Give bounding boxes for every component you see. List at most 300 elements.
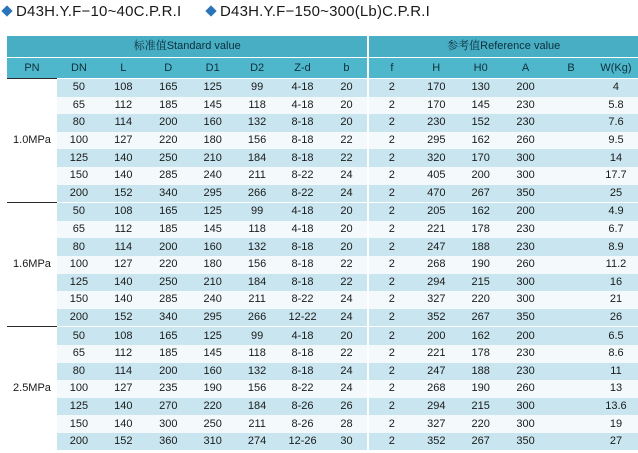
cell-h: 470 [414,185,458,203]
cell-f: 2 [368,238,414,256]
cell-d2: 211 [235,167,280,185]
cell-b: 24 [326,363,369,381]
table-row [7,309,638,327]
col-header-l: L [101,58,146,79]
cell-b: 22 [326,149,369,167]
cell-f: 2 [368,149,414,167]
cell-d2: 132 [235,363,280,381]
cell-h: 295 [414,132,458,150]
cell-b-ref [548,221,594,239]
cell-b-ref [548,327,594,345]
cell-a: 300 [503,274,548,292]
cell-dn: 150 [57,167,101,185]
cell-d2: 184 [235,398,280,416]
table-row [7,433,638,451]
cell-d1: 180 [191,132,235,150]
cell-f: 2 [368,415,414,433]
cell-a: 230 [503,345,548,363]
cell-h0: 215 [458,398,503,416]
diamond-bullet-icon [1,5,12,16]
cell-a: 350 [503,433,548,451]
pressure-cell: 1.6MPa [7,203,57,327]
cell-dn: 65 [57,97,101,115]
cell-dn: 80 [57,363,101,381]
cell-h: 294 [414,274,458,292]
cell-dn: 100 [57,256,101,274]
cell-weight: 17.7 [594,167,638,185]
cell-h0: 188 [458,238,503,256]
cell-b-ref [548,415,594,433]
reference-value-header: 参考值Reference value [368,36,638,58]
cell-d: 340 [146,309,191,327]
cell-l: 140 [101,398,146,416]
cell-f: 2 [368,398,414,416]
cell-dn: 125 [57,149,101,167]
cell-l: 127 [101,132,146,150]
cell-d: 220 [146,256,191,274]
cell-z-d: 4-18 [280,221,326,239]
cell-z-d: 8-18 [280,149,326,167]
cell-f: 2 [368,79,414,97]
cell-h: 352 [414,433,458,451]
cell-dn: 200 [57,185,101,203]
cell-b-ref [548,291,594,309]
cell-d1: 295 [191,309,235,327]
cell-weight: 26 [594,309,638,327]
cell-h0: 220 [458,291,503,309]
col-header-b-ref: B [548,58,594,79]
col-header-z-d: Z-d [280,58,326,79]
cell-h0: 190 [458,256,503,274]
cell-b-ref [548,345,594,363]
cell-weight: 11 [594,363,638,381]
table-row [7,221,638,239]
cell-d1: 220 [191,398,235,416]
cell-d1: 125 [191,327,235,345]
cell-d1: 250 [191,415,235,433]
cell-h: 200 [414,327,458,345]
cell-h0: 170 [458,149,503,167]
cell-d2: 118 [235,97,280,115]
cell-b-ref [548,185,594,203]
cell-a: 200 [503,79,548,97]
cell-dn: 100 [57,132,101,150]
pressure-cell: 2.5MPa [7,327,57,451]
cell-d1: 160 [191,114,235,132]
cell-h: 247 [414,363,458,381]
cell-b-ref [548,97,594,115]
cell-b: 22 [326,132,369,150]
cell-h0: 162 [458,203,503,221]
cell-d1: 145 [191,97,235,115]
cell-d: 185 [146,97,191,115]
cell-b: 24 [326,167,369,185]
cell-dn: 150 [57,291,101,309]
cell-l: 140 [101,149,146,167]
cell-dn: 80 [57,114,101,132]
cell-l: 112 [101,221,146,239]
cell-weight: 16 [594,274,638,292]
title-bar [0,0,638,28]
cell-l: 114 [101,114,146,132]
cell-z-d: 8-22 [280,167,326,185]
table-row [7,238,638,256]
cell-d: 250 [146,274,191,292]
cell-weight: 8.6 [594,345,638,363]
cell-h0: 215 [458,274,503,292]
cell-b: 22 [326,256,369,274]
cell-weight: 4 [594,79,638,97]
cell-b-ref [548,203,594,221]
cell-h: 268 [414,380,458,398]
cell-weight: 27 [594,433,638,451]
cell-b-ref [548,79,594,97]
cell-z-d: 8-26 [280,415,326,433]
cell-b-ref [548,363,594,381]
cell-h: 170 [414,79,458,97]
cell-d1: 125 [191,79,235,97]
col-header-weight: W(Kg) [594,58,638,79]
col-header-dn: DN [57,58,101,79]
cell-d: 165 [146,327,191,345]
cell-a: 230 [503,363,548,381]
cell-b: 20 [326,79,369,97]
cell-d: 165 [146,79,191,97]
cell-d: 360 [146,433,191,451]
cell-d2: 132 [235,114,280,132]
cell-d: 285 [146,167,191,185]
cell-f: 2 [368,167,414,185]
cell-l: 140 [101,167,146,185]
cell-h0: 162 [458,132,503,150]
cell-d2: 266 [235,309,280,327]
cell-b-ref [548,132,594,150]
cell-weight: 8.9 [594,238,638,256]
col-header-pn: PN [7,58,57,79]
cell-l: 112 [101,345,146,363]
cell-l: 152 [101,309,146,327]
column-header-row [7,58,638,79]
cell-d1: 160 [191,238,235,256]
table-row [7,415,638,433]
cell-h0: 220 [458,415,503,433]
cell-d: 250 [146,149,191,167]
cell-d1: 210 [191,149,235,167]
cell-d2: 132 [235,238,280,256]
cell-b-ref [548,167,594,185]
cell-dn: 50 [57,79,101,97]
cell-a: 350 [503,309,548,327]
cell-dn: 200 [57,433,101,451]
table-row [7,167,638,185]
cell-h0: 188 [458,363,503,381]
cell-d: 285 [146,291,191,309]
table-row [7,185,638,203]
cell-z-d: 4-18 [280,327,326,345]
cell-d2: 184 [235,274,280,292]
table-row [7,79,638,97]
cell-d: 270 [146,398,191,416]
cell-h: 320 [414,149,458,167]
cell-z-d: 4-18 [280,97,326,115]
cell-h0: 145 [458,97,503,115]
cell-z-d: 8-18 [280,114,326,132]
cell-d: 220 [146,132,191,150]
cell-d: 200 [146,114,191,132]
cell-b: 24 [326,291,369,309]
col-header-h: H [414,58,458,79]
col-header-d: D [146,58,191,79]
cell-b: 20 [326,97,369,115]
col-header-f: f [368,58,414,79]
cell-a: 300 [503,291,548,309]
cell-f: 2 [368,291,414,309]
cell-z-d: 8-18 [280,345,326,363]
cell-d1: 160 [191,363,235,381]
cell-f: 2 [368,114,414,132]
cell-d2: 156 [235,132,280,150]
table-row [7,97,638,115]
model-title-left-text: D43H.Y.F−10~40C.P.R.I [16,3,182,20]
cell-h0: 130 [458,79,503,97]
cell-b-ref [548,309,594,327]
cell-f: 2 [368,380,414,398]
cell-weight: 13 [594,380,638,398]
cell-h: 247 [414,238,458,256]
cell-h0: 267 [458,309,503,327]
diamond-bullet-icon [205,5,216,16]
cell-b-ref [548,380,594,398]
cell-b-ref [548,433,594,451]
cell-l: 152 [101,433,146,451]
cell-d: 300 [146,415,191,433]
cell-f: 2 [368,203,414,221]
cell-d: 200 [146,238,191,256]
cell-h0: 178 [458,345,503,363]
col-header-h0: H0 [458,58,503,79]
cell-d2: 266 [235,185,280,203]
cell-d: 185 [146,221,191,239]
cell-h0: 190 [458,380,503,398]
table-row [7,132,638,150]
cell-a: 300 [503,149,548,167]
cell-weight: 13.6 [594,398,638,416]
cell-d2: 118 [235,345,280,363]
cell-f: 2 [368,433,414,451]
cell-weight: 9.5 [594,132,638,150]
col-header-b: b [326,58,369,79]
table-row [7,327,638,345]
cell-d1: 145 [191,345,235,363]
cell-b: 28 [326,415,369,433]
cell-h0: 178 [458,221,503,239]
cell-weight: 19 [594,415,638,433]
cell-f: 2 [368,274,414,292]
cell-d1: 240 [191,291,235,309]
cell-b-ref [548,398,594,416]
table-row [7,398,638,416]
cell-l: 140 [101,274,146,292]
cell-weight: 4.9 [594,203,638,221]
cell-d2: 184 [235,149,280,167]
cell-a: 230 [503,97,548,115]
cell-dn: 125 [57,398,101,416]
cell-a: 260 [503,380,548,398]
cell-weight: 7.6 [594,114,638,132]
cell-z-d: 4-18 [280,79,326,97]
cell-l: 108 [101,203,146,221]
cell-dn: 50 [57,327,101,345]
cell-b: 20 [326,203,369,221]
cell-a: 230 [503,114,548,132]
cell-weight: 6.5 [594,327,638,345]
cell-b-ref [548,114,594,132]
cell-d2: 99 [235,203,280,221]
table-row [7,274,638,292]
cell-d: 165 [146,203,191,221]
cell-f: 2 [368,97,414,115]
model-title-right [204,3,430,21]
cell-l: 108 [101,79,146,97]
cell-d: 235 [146,380,191,398]
cell-z-d: 8-22 [280,185,326,203]
cell-l: 108 [101,327,146,345]
cell-h: 268 [414,256,458,274]
cell-a: 350 [503,185,548,203]
pressure-cell: 1.0MPa [7,79,57,203]
cell-weight: 14 [594,149,638,167]
cell-d2: 118 [235,221,280,239]
cell-f: 2 [368,221,414,239]
cell-b: 20 [326,327,369,345]
cell-d1: 145 [191,221,235,239]
cell-d1: 240 [191,167,235,185]
dimension-table [7,36,638,450]
cell-z-d: 8-18 [280,132,326,150]
cell-d1: 190 [191,380,235,398]
cell-b-ref [548,256,594,274]
table-row [7,203,638,221]
cell-h: 221 [414,221,458,239]
cell-d2: 99 [235,79,280,97]
cell-a: 200 [503,327,548,345]
cell-h: 294 [414,398,458,416]
cell-dn: 80 [57,238,101,256]
cell-d2: 99 [235,327,280,345]
cell-h0: 267 [458,185,503,203]
cell-z-d: 4-18 [280,203,326,221]
cell-d1: 210 [191,274,235,292]
cell-f: 2 [368,256,414,274]
cell-d1: 180 [191,256,235,274]
cell-d: 340 [146,185,191,203]
cell-l: 114 [101,238,146,256]
cell-z-d: 8-18 [280,256,326,274]
cell-d2: 211 [235,291,280,309]
cell-d1: 125 [191,203,235,221]
cell-b: 24 [326,380,369,398]
cell-a: 300 [503,398,548,416]
cell-z-d: 8-22 [280,380,326,398]
cell-weight: 11.2 [594,256,638,274]
cell-z-d: 8-18 [280,363,326,381]
cell-z-d: 8-18 [280,238,326,256]
model-title-right-text: D43H.Y.F−150~300(Lb)C.P.R.I [220,3,430,20]
cell-a: 230 [503,238,548,256]
cell-dn: 150 [57,415,101,433]
cell-d2: 156 [235,380,280,398]
cell-h: 170 [414,97,458,115]
cell-d2: 211 [235,415,280,433]
cell-d1: 295 [191,185,235,203]
table-body [7,79,638,451]
table-row [7,380,638,398]
cell-z-d: 8-26 [280,398,326,416]
cell-l: 140 [101,415,146,433]
col-header-d2: D2 [235,58,280,79]
cell-z-d: 8-18 [280,274,326,292]
cell-l: 127 [101,256,146,274]
cell-l: 127 [101,380,146,398]
cell-d: 185 [146,345,191,363]
cell-z-d: 8-22 [280,291,326,309]
col-header-a: A [503,58,548,79]
cell-b: 22 [326,274,369,292]
cell-b: 24 [326,185,369,203]
cell-l: 114 [101,363,146,381]
cell-h: 221 [414,345,458,363]
table-row [7,114,638,132]
cell-a: 260 [503,132,548,150]
table-row [7,256,638,274]
cell-d2: 274 [235,433,280,451]
cell-weight: 21 [594,291,638,309]
cell-f: 2 [368,363,414,381]
cell-dn: 100 [57,380,101,398]
cell-d2: 156 [235,256,280,274]
table-row [7,291,638,309]
cell-f: 2 [368,185,414,203]
cell-h: 352 [414,309,458,327]
table-row [7,363,638,381]
cell-f: 2 [368,309,414,327]
cell-l: 152 [101,185,146,203]
cell-d: 200 [146,363,191,381]
col-header-d1: D1 [191,58,235,79]
cell-z-d: 12-26 [280,433,326,451]
cell-b: 22 [326,345,369,363]
cell-b-ref [548,274,594,292]
cell-h: 205 [414,203,458,221]
cell-f: 2 [368,327,414,345]
cell-b: 20 [326,114,369,132]
cell-h0: 267 [458,433,503,451]
cell-l: 112 [101,97,146,115]
cell-dn: 125 [57,274,101,292]
group-header-row [7,36,638,58]
cell-dn: 200 [57,309,101,327]
table-row [7,345,638,363]
cell-d1: 310 [191,433,235,451]
model-title-left [0,3,181,21]
cell-f: 2 [368,345,414,363]
cell-h: 327 [414,291,458,309]
cell-h0: 152 [458,114,503,132]
cell-h: 327 [414,415,458,433]
cell-h: 230 [414,114,458,132]
cell-h0: 200 [458,167,503,185]
standard-value-header: 标准值Standard value [7,36,368,58]
